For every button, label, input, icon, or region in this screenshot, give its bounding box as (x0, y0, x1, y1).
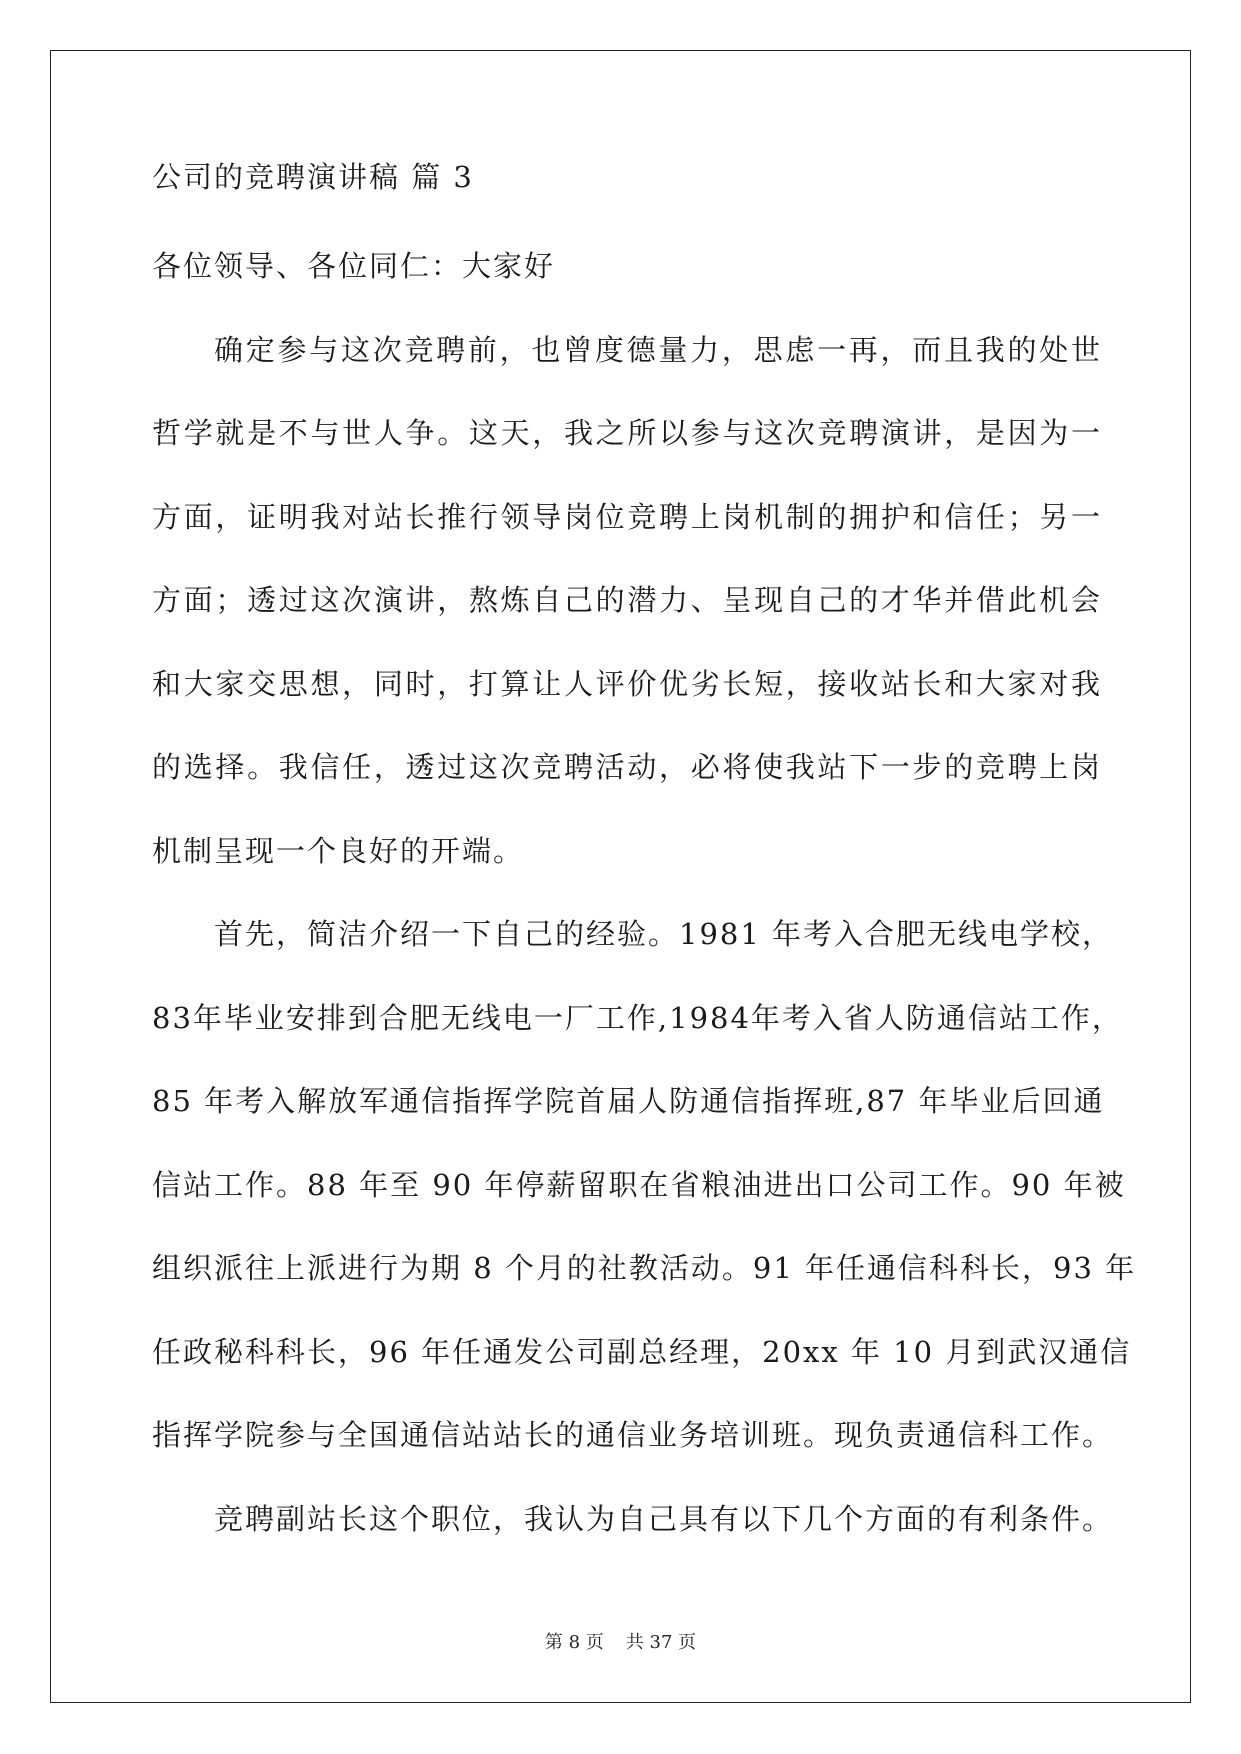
total-pages: 共 37 页 (625, 1632, 697, 1653)
paragraph-line: 85 年考入解放军通信指挥学院首届人防通信指挥班,87 年毕业后回通 (152, 1084, 1105, 1118)
paragraph-line: 首先，简洁介绍一下自己的经验。1981 年考入合肥无线电学校， (214, 917, 1114, 951)
paragraph-line: 组织派往上派进行为期 8 个月的社教活动。91 年任通信科科长，93 年 (152, 1251, 1137, 1285)
page-footer (0, 1628, 1241, 1654)
paragraph-line: 指挥学院参与全国通信站站长的通信业务培训班。现负责通信科工作。 (152, 1418, 1114, 1452)
paragraph-line: 方面，证明我对站长推行领导岗位竞聘上岗机制的拥护和信任；另一 (152, 499, 1102, 534)
paragraph-line: 方面；透过这次演讲，熬炼自己的潜力、呈现自己的才华并借此机会 (152, 583, 1102, 617)
greeting: 各位领导、各位同仁：大家好 (152, 249, 556, 283)
document-title: 公司的竞聘演讲稿 篇 3 (152, 160, 474, 194)
paragraph-line: 83年毕业安排到合肥无线电一厂工作,1984年考入省人防通信站工作， (152, 1000, 1123, 1035)
paragraph-line: 信站工作。88 年至 90 年停薪留职在省粮油进出口公司工作。90 年被 (152, 1167, 1126, 1202)
paragraph-line: 的选择。我信任，透过这次竞聘活动，必将使我站下一步的竞聘上岗 (152, 750, 1102, 784)
paragraph-line: 哲学就是不与世人争。这天，我之所以参与这次竞聘演讲，是因为一 (152, 416, 1102, 450)
paragraph-line: 任政秘科科长，96 年任通发公司副总经理，20xx 年 10 月到武汉通信 (152, 1334, 1132, 1369)
paragraph-line: 和大家交思想，同时，打算让人评价优劣长短，接收站长和大家对我 (152, 666, 1102, 701)
current-page: 第 8 页 (544, 1632, 604, 1653)
document-body (152, 160, 1137, 1561)
paragraph-line: 确定参与这次竞聘前，也曾度德量力，思虑一再，而且我的处世 (214, 332, 1102, 367)
paragraph-line: 机制呈现一个良好的开端。 (152, 833, 525, 868)
paragraph-line: 竞聘副站长这个职位，我认为自己具有以下几个方面的有利条件。 (214, 1501, 1114, 1536)
